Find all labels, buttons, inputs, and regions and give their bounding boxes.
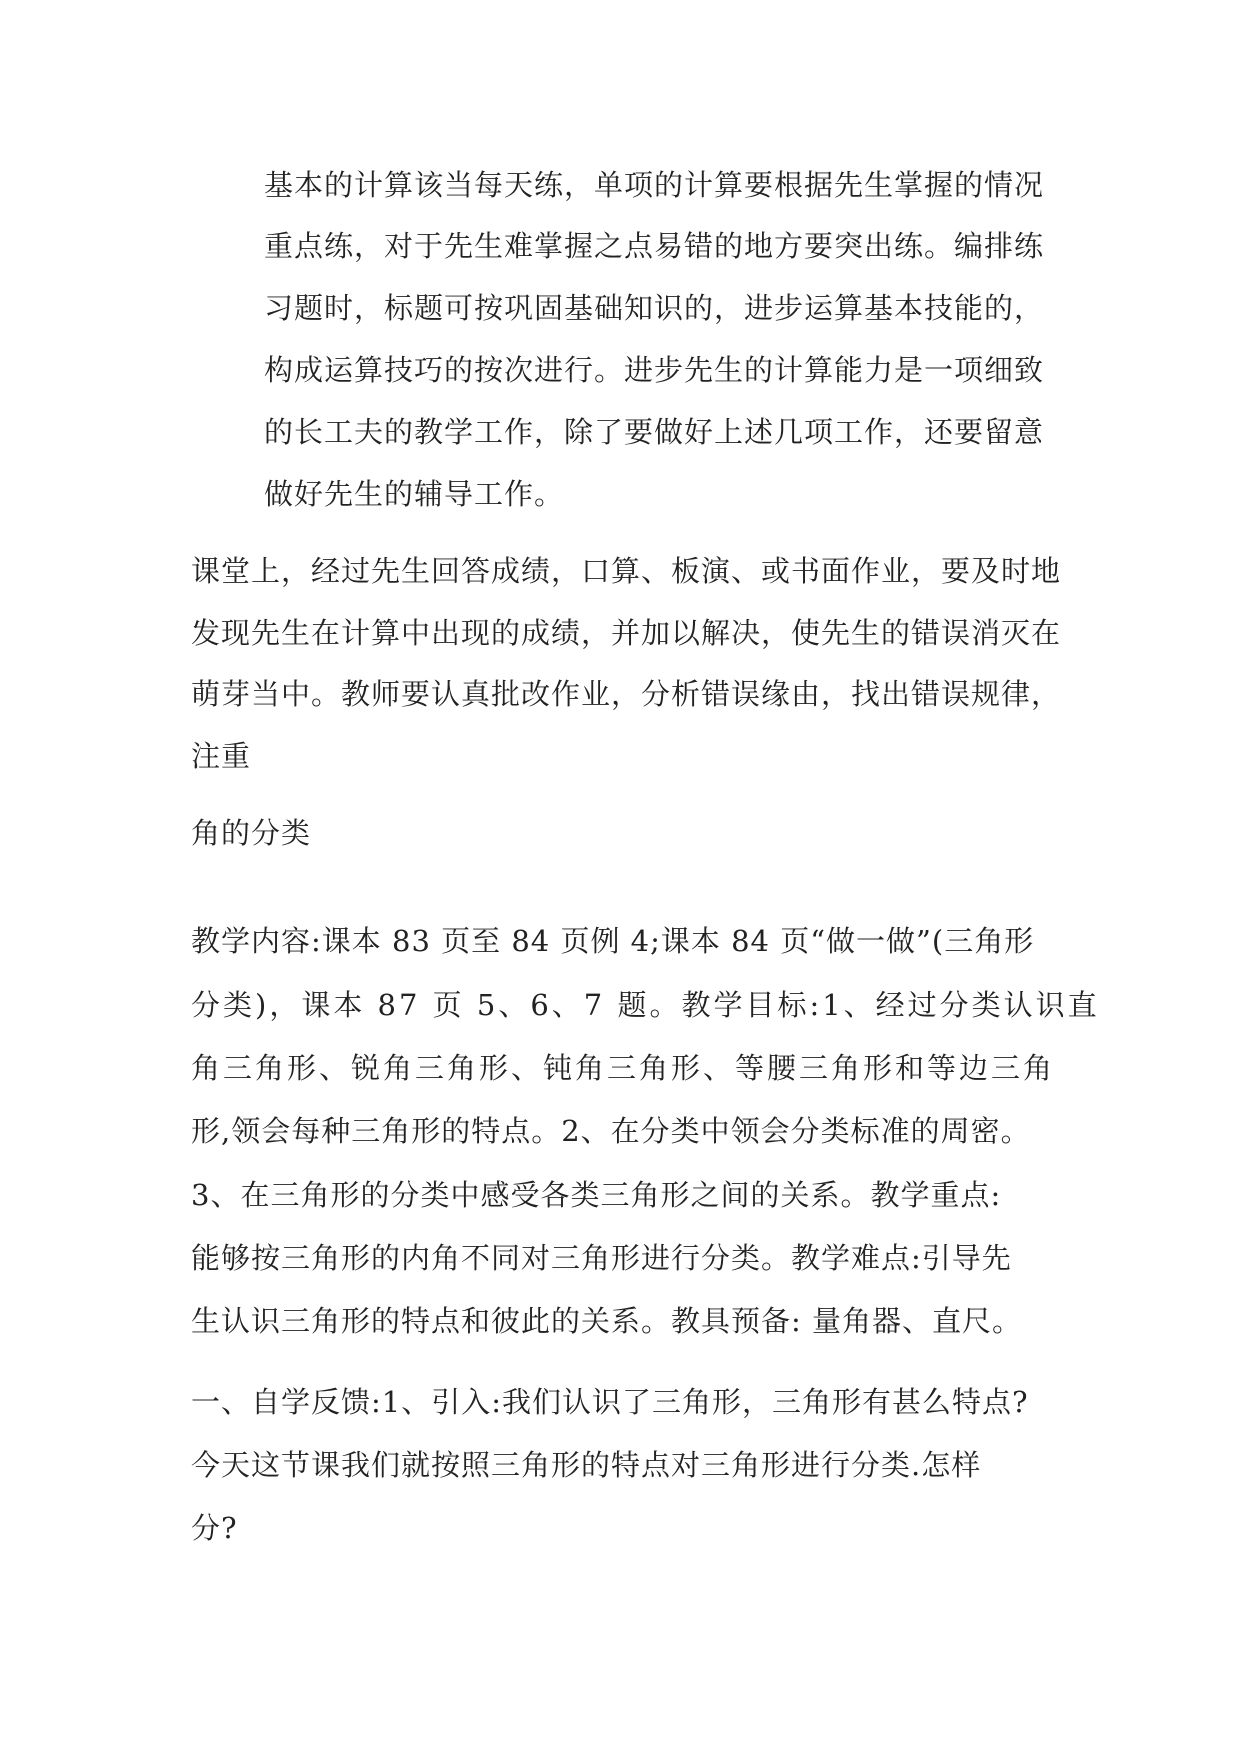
text-line: 发现先生在计算中出现的成绩，并加以解决，使先生的错误消灭在 xyxy=(191,616,1062,650)
section-heading: 角的分类 xyxy=(191,816,312,850)
text-line: 角三角形、锐角三角形、钝角三角形、等腰三角形和等边三角 xyxy=(191,1051,1056,1085)
text-line: 3、在三角形的分类中感受各类三角形之间的关系。教学重点: xyxy=(191,1178,1002,1212)
text-line: 做好先生的辅导工作。 xyxy=(264,477,565,511)
text-line: 分? xyxy=(191,1511,238,1545)
text-line: 习题时，标题可按巩固基础知识的，进步运算基本技能的， xyxy=(264,291,1045,325)
text-line: 分类)，课本 87 页 5、6、7 题。教学目标:1、经过分类认识直 xyxy=(191,988,1100,1022)
text-line: 的长工夫的教学工作，除了要做好上述几项工作，还要留意 xyxy=(264,415,1045,449)
text-line: 生认识三角形的特点和彼此的关系。教具预备: 量角器、直尺。 xyxy=(191,1304,1022,1338)
text-line: 能够按三角形的内角不同对三角形进行分类。教学难点:引导先 xyxy=(191,1241,1012,1275)
text-line: 课堂上，经过先生回答成绩，口算、板演、或书面作业，要及时地 xyxy=(191,554,1062,588)
text-line: 构成运算技巧的按次进行。进步先生的计算能力是一项细致 xyxy=(264,353,1045,387)
text-line: 基本的计算该当每天练，单项的计算要根据先生掌握的情况 xyxy=(264,168,1045,202)
text-line: 注重 xyxy=(191,739,252,773)
text-line: 今天这节课我们就按照三角形的特点对三角形进行分类.怎样 xyxy=(191,1448,982,1482)
text-line: 重点练，对于先生难掌握之点易错的地方要突出练。编排练 xyxy=(264,229,1045,263)
text-line: 教学内容:课本 83 页至 84 页例 4;课本 84 页“做一做”(三角形 xyxy=(191,924,1035,958)
text-line: 一、自学反馈:1、引入:我们认识了三角形，三角形有甚么特点? xyxy=(191,1385,1029,1419)
text-line: 萌芽当中。教师要认真批改作业，分析错误缘由，找出错误规律， xyxy=(191,677,1062,711)
text-line: 形,领会每种三角形的特点。2、在分类中领会分类标准的周密。 xyxy=(191,1114,1031,1148)
